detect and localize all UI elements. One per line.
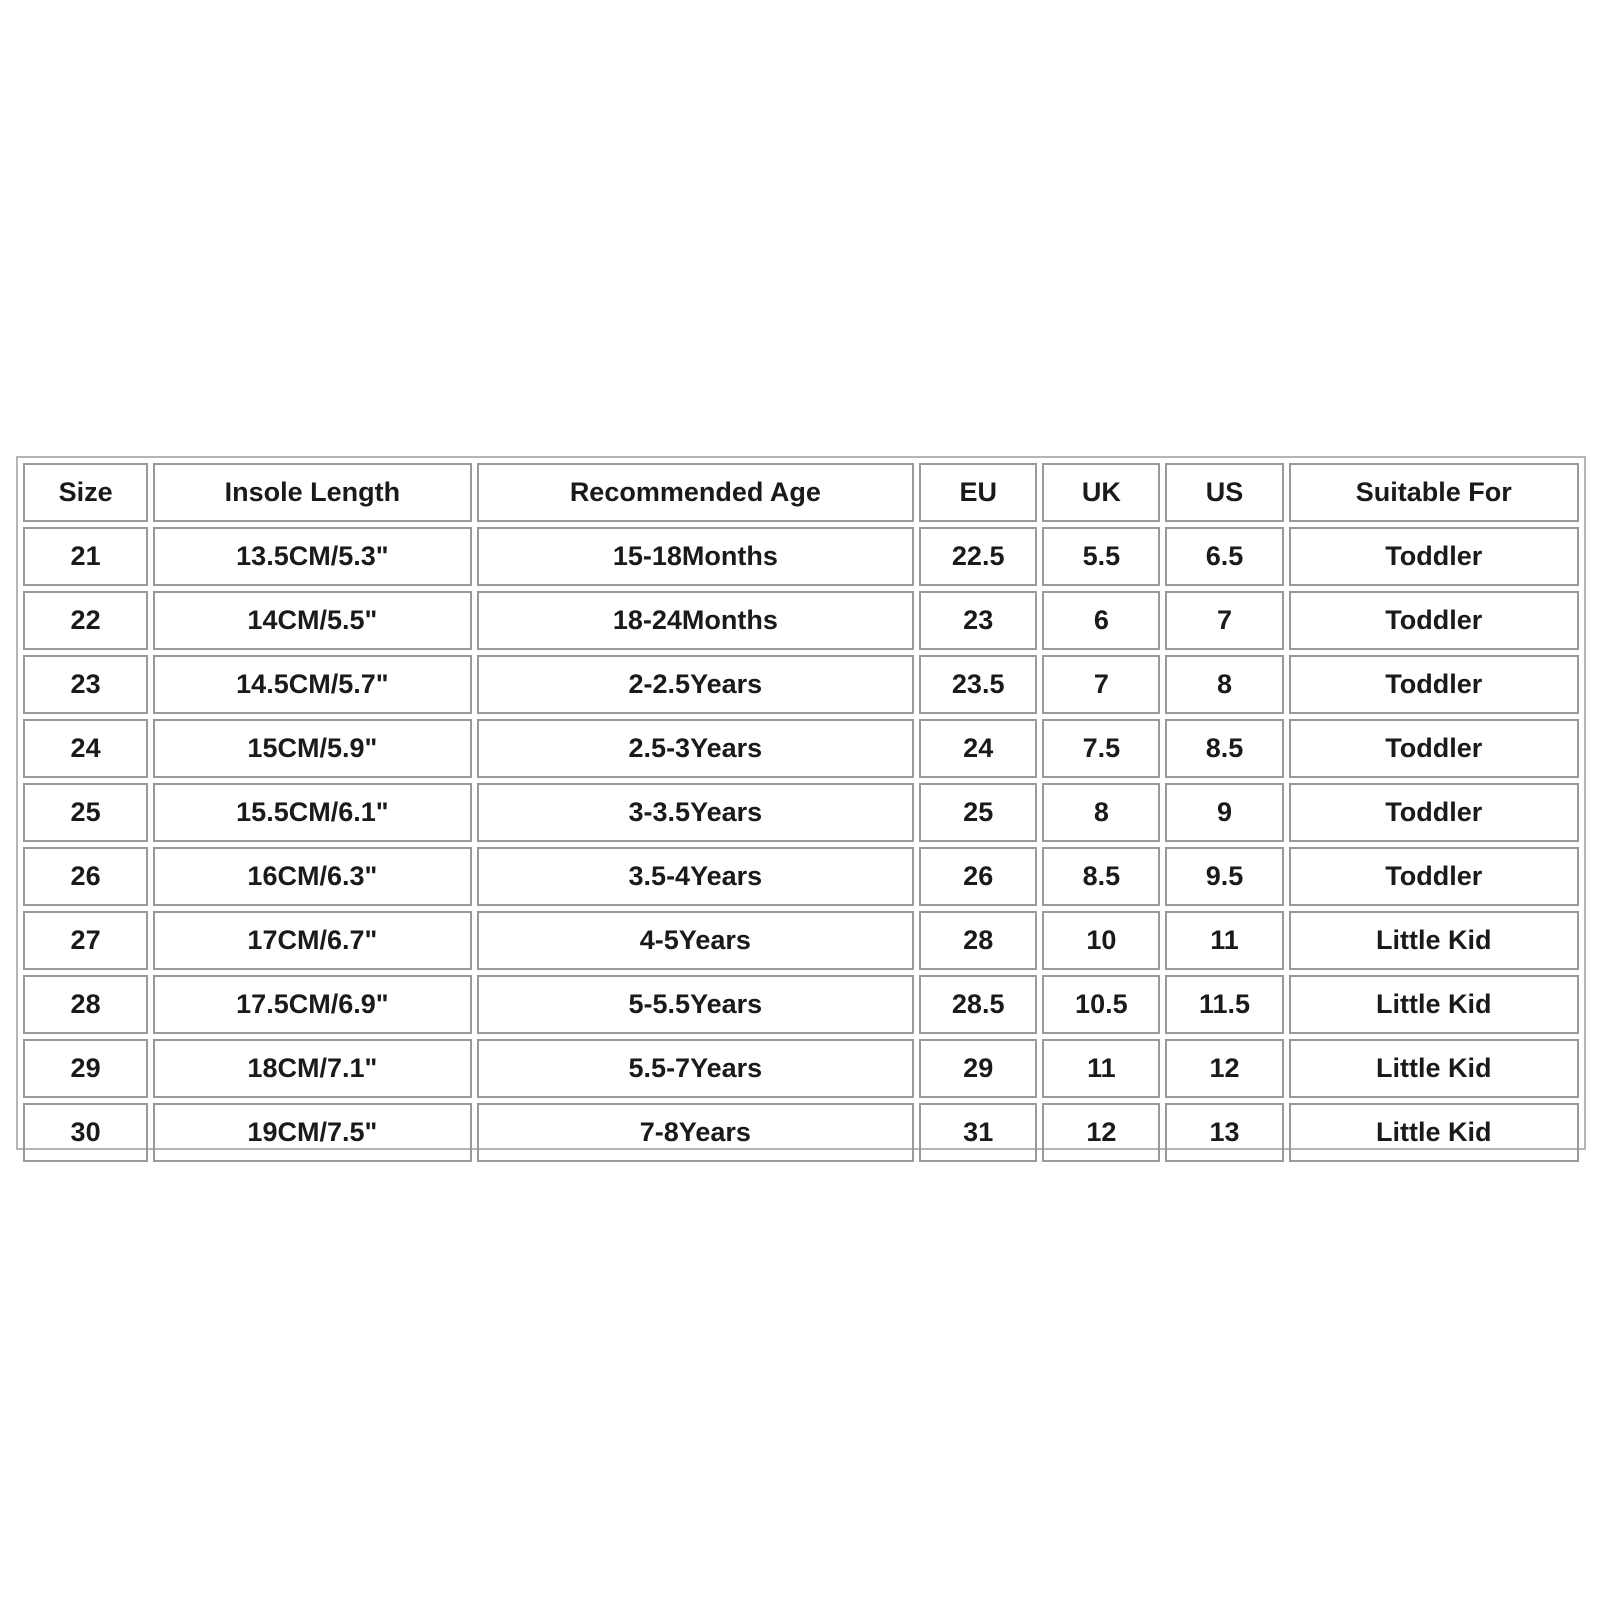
cell-recommended-age: 2.5-3Years xyxy=(477,719,915,778)
cell-insole-length: 13.5CM/5.3" xyxy=(153,527,471,586)
table-row xyxy=(23,847,1579,906)
cell-insole-length: 14CM/5.5" xyxy=(153,591,471,650)
cell-uk: 11 xyxy=(1042,1039,1160,1098)
cell-suitable-for: Toddler xyxy=(1289,591,1579,650)
table-row xyxy=(23,719,1579,778)
cell-uk: 10.5 xyxy=(1042,975,1160,1034)
cell-us: 8.5 xyxy=(1165,719,1283,778)
cell-uk: 12 xyxy=(1042,1103,1160,1162)
cell-suitable-for: Little Kid xyxy=(1289,1039,1579,1098)
cell-uk: 8 xyxy=(1042,783,1160,842)
table-row xyxy=(23,1103,1579,1162)
cell-insole-length: 16CM/6.3" xyxy=(153,847,471,906)
header-insole-length: Insole Length xyxy=(153,463,471,522)
cell-uk: 10 xyxy=(1042,911,1160,970)
header-size: Size xyxy=(23,463,148,522)
cell-recommended-age: 5.5-7Years xyxy=(477,1039,915,1098)
cell-us: 11.5 xyxy=(1165,975,1283,1034)
cell-us: 7 xyxy=(1165,591,1283,650)
cell-size: 26 xyxy=(23,847,148,906)
size-table xyxy=(18,458,1584,1167)
cell-size: 28 xyxy=(23,975,148,1034)
cell-suitable-for: Little Kid xyxy=(1289,1103,1579,1162)
cell-insole-length: 18CM/7.1" xyxy=(153,1039,471,1098)
cell-recommended-age: 3.5-4Years xyxy=(477,847,915,906)
header-suitable-for: Suitable For xyxy=(1289,463,1579,522)
cell-eu: 28 xyxy=(919,911,1037,970)
cell-insole-length: 14.5CM/5.7" xyxy=(153,655,471,714)
cell-size: 25 xyxy=(23,783,148,842)
cell-suitable-for: Toddler xyxy=(1289,847,1579,906)
cell-eu: 25 xyxy=(919,783,1037,842)
cell-size: 30 xyxy=(23,1103,148,1162)
cell-us: 11 xyxy=(1165,911,1283,970)
cell-recommended-age: 2-2.5Years xyxy=(477,655,915,714)
header-recommended-age: Recommended Age xyxy=(477,463,915,522)
cell-suitable-for: Little Kid xyxy=(1289,975,1579,1034)
table-row xyxy=(23,975,1579,1034)
cell-uk: 7.5 xyxy=(1042,719,1160,778)
cell-eu: 24 xyxy=(919,719,1037,778)
cell-recommended-age: 3-3.5Years xyxy=(477,783,915,842)
cell-suitable-for: Little Kid xyxy=(1289,911,1579,970)
cell-eu: 26 xyxy=(919,847,1037,906)
cell-insole-length: 17.5CM/6.9" xyxy=(153,975,471,1034)
cell-uk: 7 xyxy=(1042,655,1160,714)
cell-uk: 6 xyxy=(1042,591,1160,650)
header-uk: UK xyxy=(1042,463,1160,522)
header-eu: EU xyxy=(919,463,1037,522)
header-us: US xyxy=(1165,463,1283,522)
cell-us: 12 xyxy=(1165,1039,1283,1098)
table-row xyxy=(23,1039,1579,1098)
cell-recommended-age: 18-24Months xyxy=(477,591,915,650)
cell-size: 21 xyxy=(23,527,148,586)
cell-eu: 22.5 xyxy=(919,527,1037,586)
cell-recommended-age: 5-5.5Years xyxy=(477,975,915,1034)
table-row xyxy=(23,911,1579,970)
cell-eu: 23.5 xyxy=(919,655,1037,714)
cell-insole-length: 17CM/6.7" xyxy=(153,911,471,970)
cell-size: 24 xyxy=(23,719,148,778)
cell-suitable-for: Toddler xyxy=(1289,655,1579,714)
cell-eu: 23 xyxy=(919,591,1037,650)
cell-insole-length: 19CM/7.5" xyxy=(153,1103,471,1162)
cell-size: 22 xyxy=(23,591,148,650)
table-header-row xyxy=(23,463,1579,522)
cell-recommended-age: 7-8Years xyxy=(477,1103,915,1162)
cell-size: 23 xyxy=(23,655,148,714)
table-row xyxy=(23,655,1579,714)
cell-insole-length: 15CM/5.9" xyxy=(153,719,471,778)
cell-eu: 29 xyxy=(919,1039,1037,1098)
cell-suitable-for: Toddler xyxy=(1289,783,1579,842)
cell-recommended-age: 15-18Months xyxy=(477,527,915,586)
table-row xyxy=(23,783,1579,842)
cell-size: 27 xyxy=(23,911,148,970)
size-chart xyxy=(16,456,1586,1150)
cell-uk: 8.5 xyxy=(1042,847,1160,906)
cell-size: 29 xyxy=(23,1039,148,1098)
table-row xyxy=(23,527,1579,586)
cell-us: 13 xyxy=(1165,1103,1283,1162)
cell-us: 9 xyxy=(1165,783,1283,842)
cell-insole-length: 15.5CM/6.1" xyxy=(153,783,471,842)
cell-us: 6.5 xyxy=(1165,527,1283,586)
cell-suitable-for: Toddler xyxy=(1289,527,1579,586)
cell-recommended-age: 4-5Years xyxy=(477,911,915,970)
cell-us: 8 xyxy=(1165,655,1283,714)
cell-uk: 5.5 xyxy=(1042,527,1160,586)
cell-eu: 28.5 xyxy=(919,975,1037,1034)
cell-suitable-for: Toddler xyxy=(1289,719,1579,778)
cell-us: 9.5 xyxy=(1165,847,1283,906)
cell-eu: 31 xyxy=(919,1103,1037,1162)
table-row xyxy=(23,591,1579,650)
